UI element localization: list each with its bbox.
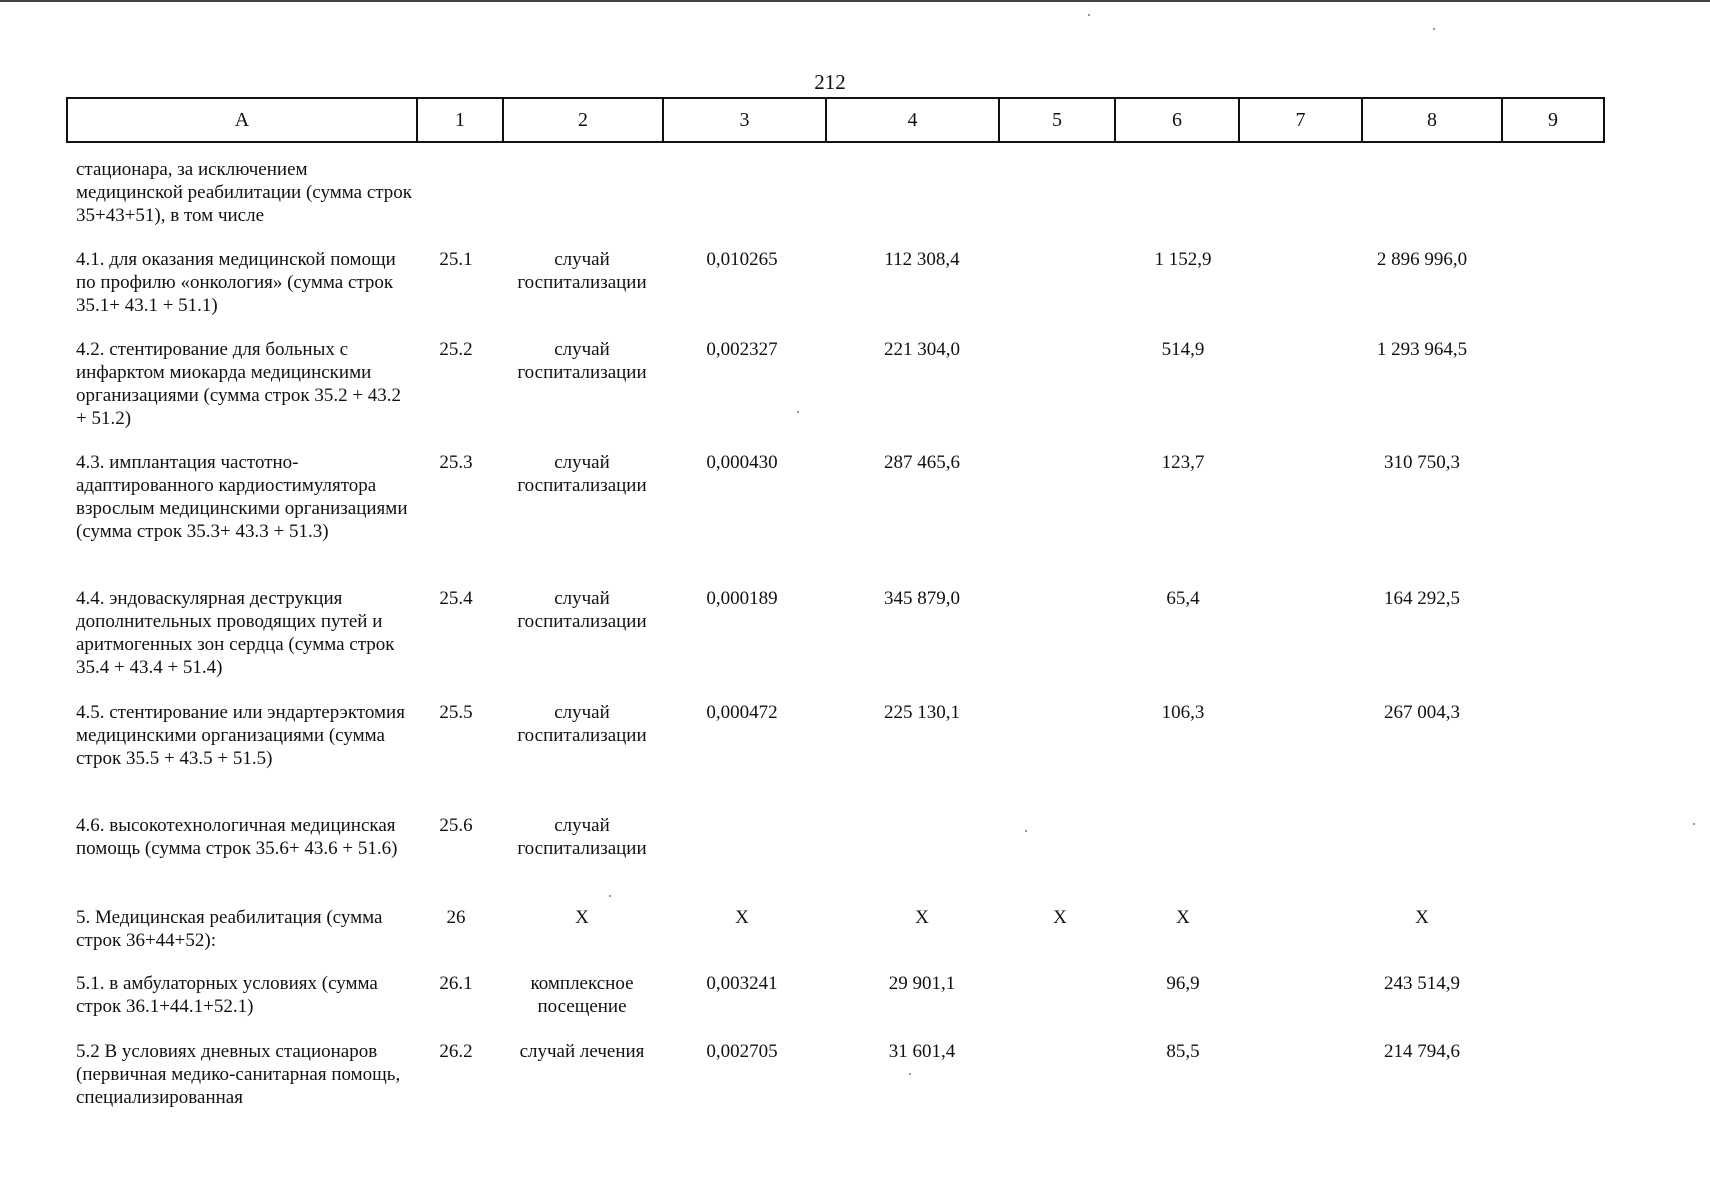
row-name: 5.2 В условиях дневных стационаров (первичная медико-санитарная помощь, специализированная	[76, 1041, 401, 1108]
row-unit: комплексное посещение	[530, 973, 634, 1017]
row-per-capita: 106,3	[1161, 702, 1205, 723]
row-norm: X	[735, 907, 749, 928]
scan-speck	[1433, 28, 1435, 30]
row-name: 4.6. высокотехнологичная медицинская помощь (сумма строк 35.6+ 43.6 + 51.6)	[76, 815, 398, 859]
row-norm: 0,000430	[706, 452, 778, 473]
row-cost: 225 130,1	[884, 702, 960, 723]
row-norm: 0,000472	[706, 702, 778, 723]
column-header-row	[67, 98, 1604, 142]
row-code: 26.2	[439, 1041, 473, 1062]
row-per-capita: 65,4	[1166, 588, 1200, 609]
row-cost: 29 901,1	[888, 973, 956, 994]
table-row	[66, 451, 1603, 587]
row-name: стационара, за исключением медицинской реабилитации (сумма строк 35+43+51), в том числе	[76, 159, 413, 226]
row-norm: 0,002705	[706, 1041, 778, 1062]
row-name: 5. Медицинская реабилитация (сумма строк 36+44+52):	[76, 907, 383, 951]
table-row	[66, 1040, 1603, 1120]
row-per-capita: 85,5	[1166, 1041, 1200, 1062]
row-code: 25.4	[439, 588, 473, 609]
table-row	[66, 972, 1603, 1040]
table-row	[66, 906, 1603, 972]
table-row	[66, 587, 1603, 701]
row-per-capita: 96,9	[1166, 973, 1200, 994]
row-norm: 0,000189	[706, 588, 778, 609]
row-unit: случай госпитализации	[517, 339, 647, 383]
column-header-2: 2	[503, 98, 663, 142]
row-unit: случай госпитализации	[517, 452, 647, 496]
row-total: 164 292,5	[1384, 588, 1460, 609]
row-name: 4.1. для оказания медицинской помощи по профилю «онкология» (сумма строк 35.1+ 43.1 + 51.1)	[76, 249, 396, 316]
row-unit: случай госпитализации	[517, 815, 647, 859]
table-row	[66, 814, 1603, 906]
column-header-7: 7	[1239, 98, 1362, 142]
column-header-1: 1	[417, 98, 503, 142]
scan-speck	[1025, 830, 1027, 832]
row-name: 5.1. в амбулаторных условиях (сумма строк 36.1+44.1+52.1)	[76, 973, 378, 1017]
row-code: 26	[446, 907, 466, 928]
row-code: 26.1	[439, 973, 473, 994]
table-row	[66, 158, 1603, 248]
row-total: 243 514,9	[1384, 973, 1460, 994]
row-total: 2 896 996,0	[1376, 249, 1468, 270]
scan-speck	[609, 895, 611, 897]
row-per-capita: X	[1176, 907, 1190, 928]
table-body	[66, 158, 1603, 1120]
row-name: 4.3. имплантация частотно-адаптированного кардиостимулятора взрослым медицинскими организациями (сумма строк 35.3+ 43.3 + 51.3)	[76, 452, 408, 542]
row-code: 25.5	[439, 702, 473, 723]
column-header-5: 5	[999, 98, 1115, 142]
scan-speck	[1088, 14, 1090, 16]
row-total: X	[1415, 907, 1429, 928]
scan-top-edge	[0, 0, 1710, 2]
row-name: 4.2. стентирование для больных с инфарктом миокарда медицинскими организациями (сумма строк 35.2 + 43.2 + 51.2)	[76, 339, 402, 429]
row-code: 25.2	[439, 339, 473, 360]
row-per-capita: 123,7	[1161, 452, 1205, 473]
row-total: 310 750,3	[1384, 452, 1460, 473]
row-norm: 0,010265	[706, 249, 778, 270]
column-header-9: 9	[1502, 98, 1604, 142]
scan-speck	[797, 411, 799, 413]
row-unit: X	[575, 907, 589, 928]
table-row	[66, 248, 1603, 338]
scan-speck	[909, 1073, 911, 1075]
row-per-capita: 1 152,9	[1154, 249, 1212, 270]
column-header-4: 4	[826, 98, 999, 142]
row-col5: X	[1053, 907, 1067, 928]
column-header-3: 3	[663, 98, 826, 142]
row-total: 214 794,6	[1384, 1041, 1460, 1062]
column-header-6: 6	[1115, 98, 1239, 142]
row-norm: 0,003241	[706, 973, 778, 994]
row-code: 25.6	[439, 815, 473, 836]
row-unit: случай госпитализации	[517, 249, 647, 293]
column-header-a: А	[67, 98, 417, 142]
table-row	[66, 338, 1603, 451]
row-code: 25.3	[439, 452, 473, 473]
row-cost: 112 308,4	[884, 249, 960, 270]
page-number: 212	[814, 70, 846, 94]
row-cost: 287 465,6	[884, 452, 960, 473]
column-header-8: 8	[1362, 98, 1502, 142]
row-unit: случай лечения	[519, 1041, 645, 1062]
row-cost: X	[915, 907, 929, 928]
row-total: 1 293 964,5	[1376, 339, 1468, 360]
row-code: 25.1	[439, 249, 473, 270]
row-per-capita: 514,9	[1161, 339, 1205, 360]
row-total: 267 004,3	[1384, 702, 1460, 723]
row-name: 4.5. стентирование или эндартерэктомия медицинскими организациями (сумма строк 35.5 + 43.5 + 51.5)	[76, 702, 405, 769]
row-name: 4.4. эндоваскулярная деструкция дополнительных проводящих путей и аритмогенных зон сердца (сумма строк 35.4 + 43.4 + 51.4)	[76, 588, 395, 678]
row-unit: случай госпитализации	[517, 588, 647, 632]
row-unit: случай госпитализации	[517, 702, 647, 746]
row-norm: 0,002327	[706, 339, 778, 360]
column-header-table	[66, 97, 1605, 143]
row-cost: 345 879,0	[884, 588, 960, 609]
row-cost: 221 304,0	[884, 339, 960, 360]
scan-speck	[1693, 823, 1695, 825]
table-row	[66, 701, 1603, 814]
row-cost: 31 601,4	[888, 1041, 956, 1062]
